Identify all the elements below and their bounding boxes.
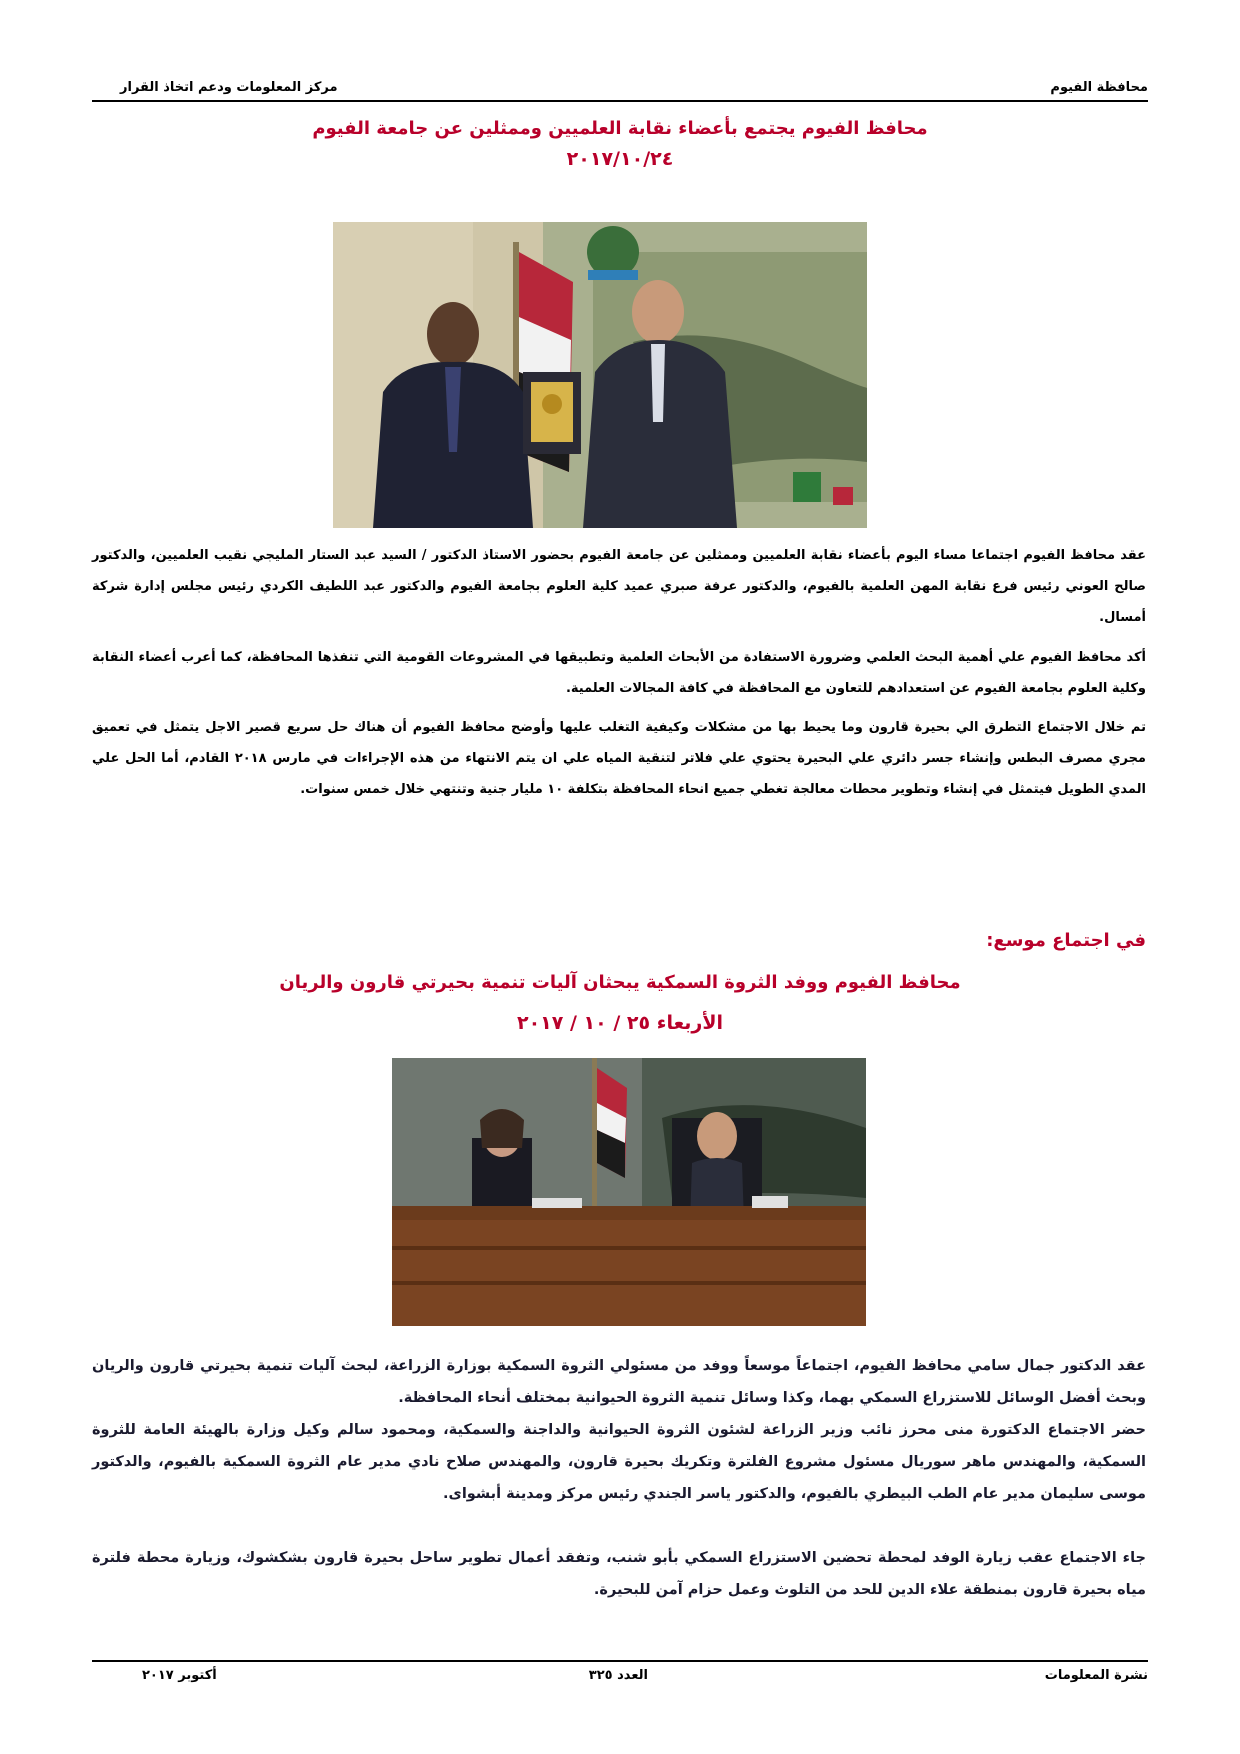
article1-date: ٢٠١٧/١٠/٢٤	[566, 148, 674, 170]
footer-bulletin-name: نشرة المعلومات	[1044, 1668, 1148, 1683]
header-governorate: محافظة الفيوم	[1050, 80, 1148, 95]
article1-paragraph-3: تم خلال الاجتماع التطرق الي بحيرة قارون وما يحيط بها من مشكلات وكيفية التغلب عليها وأوضح محافظ الفيوم أن هناك حل سريع قصير الاجل يتمثل في تعميق مجري مصرف البطس وإنشاء جسر دائري علي البحيرة يحتوي علي فلاتر لتنقية المياه علي ان يتم الانتهاء من هذه الإجراءات في مارس ٢٠١٨ القادم، أما الحل علي المدي الطويل فيتمثل في إنشاء وتطوير محطات معالجة تغطي جميع انحاء المحافظة بتكلفة ١٠ مليار جنية وتنتهي خلال خمس سنوات.	[92, 720, 1146, 797]
article2-paragraph-3: جاء الاجتماع عقب زيارة الوفد لمحطة تحضين الاستزراع السمكي بأبو شنب، وتفقد أعمال تطوير ساحل بحيرة قارون بشكشوك، وزيارة محطة فلترة مياه بحيرة قارون بمنطقة علاء الدين للحد من التلوث وعمل حزام آمن للبحيرة.	[92, 1550, 1146, 1598]
page-header	[92, 78, 1148, 102]
header-center: مركز المعلومات ودعم اتخاذ القرار	[120, 80, 338, 95]
footer-issue-date: أكتوبر ٢٠١٧	[142, 1668, 217, 1683]
article1-paragraph-2: أكد محافظ الفيوم علي أهمية البحث العلمي وضرورة الاستفادة من الأبحاث العلمية وتطبيقها في المشروعات القومية التي تنفذها المحافظة، كما أعرب أعضاء النقابة وكلية العلوم بجامعة الفيوم عن استعدادهم للتعاون مع المحافظة في كافة المجالات العلمية.	[92, 650, 1146, 696]
article1-paragraph-1: عقد محافظ الفيوم اجتماعا مساء اليوم بأعضاء نقابة العلميين وممثلين عن جامعة الفيوم بحضور الاستاذ الدكتور / السيد عبد الستار المليجي نقيب العلميين، والدكتور صالح العوني رئيس فرع نقابة المهن العلمية بالفيوم، والدكتور عرفة صبري عميد كلية العلوم بجامعة الفيوم والدكتور عبد اللطيف الكردي رئيس مجلس إدارة شركة أمسال.	[92, 548, 1146, 625]
article1-photo	[333, 222, 867, 528]
article2-section-label: في اجتماع موسع:	[986, 930, 1146, 951]
article2-title: محافظ الفيوم ووفد الثروة السمكية يبحثان آليات تنمية بحيرتي قارون والريان	[279, 972, 961, 993]
article2-photo	[392, 1058, 866, 1326]
page-footer	[92, 1660, 1148, 1692]
article2-date: الأربعاء ٢٥ / ١٠ / ٢٠١٧	[516, 1012, 724, 1034]
article2-paragraph-1: عقد الدكتور جمال سامي محافظ الفيوم، اجتماعاً موسعاً ووفد من مسئولي الثروة السمكية بوزارة الزراعة، لبحث آليات تنمية بحيرتي قارون والريان وبحث أفضل الوسائل للاستزراع السمكي بهما، وكذا وسائل تنمية الثروة الحيوانية بمختلف أنحاء المحافظة.	[92, 1358, 1146, 1406]
footer-issue-number: العدد ٣٢٥	[588, 1668, 648, 1683]
article2-paragraph-2: حضر الاجتماع الدكتورة منى محرز نائب وزير الزراعة لشئون الثروة الحيوانية والداجنة والسمكية، ومحمود سالم وكيل وزارة بالهيئة العامة للثروة السمكية، والمهندس ماهر سوريال مسئول مشروع الفلترة وتكريك بحيرة قارون، والمهندس صلاح نادي مدير عام الثروة السمكية بالفيوم، والدكتور موسى سليمان مدير عام الطب البيطري بالفيوم، والدكتور ياسر الجندي رئيس مركز ومدينة أبشواى.	[92, 1422, 1146, 1502]
article1-title: محافظ الفيوم يجتمع بأعضاء نقابة العلميين وممثلين عن جامعة الفيوم	[312, 118, 928, 139]
